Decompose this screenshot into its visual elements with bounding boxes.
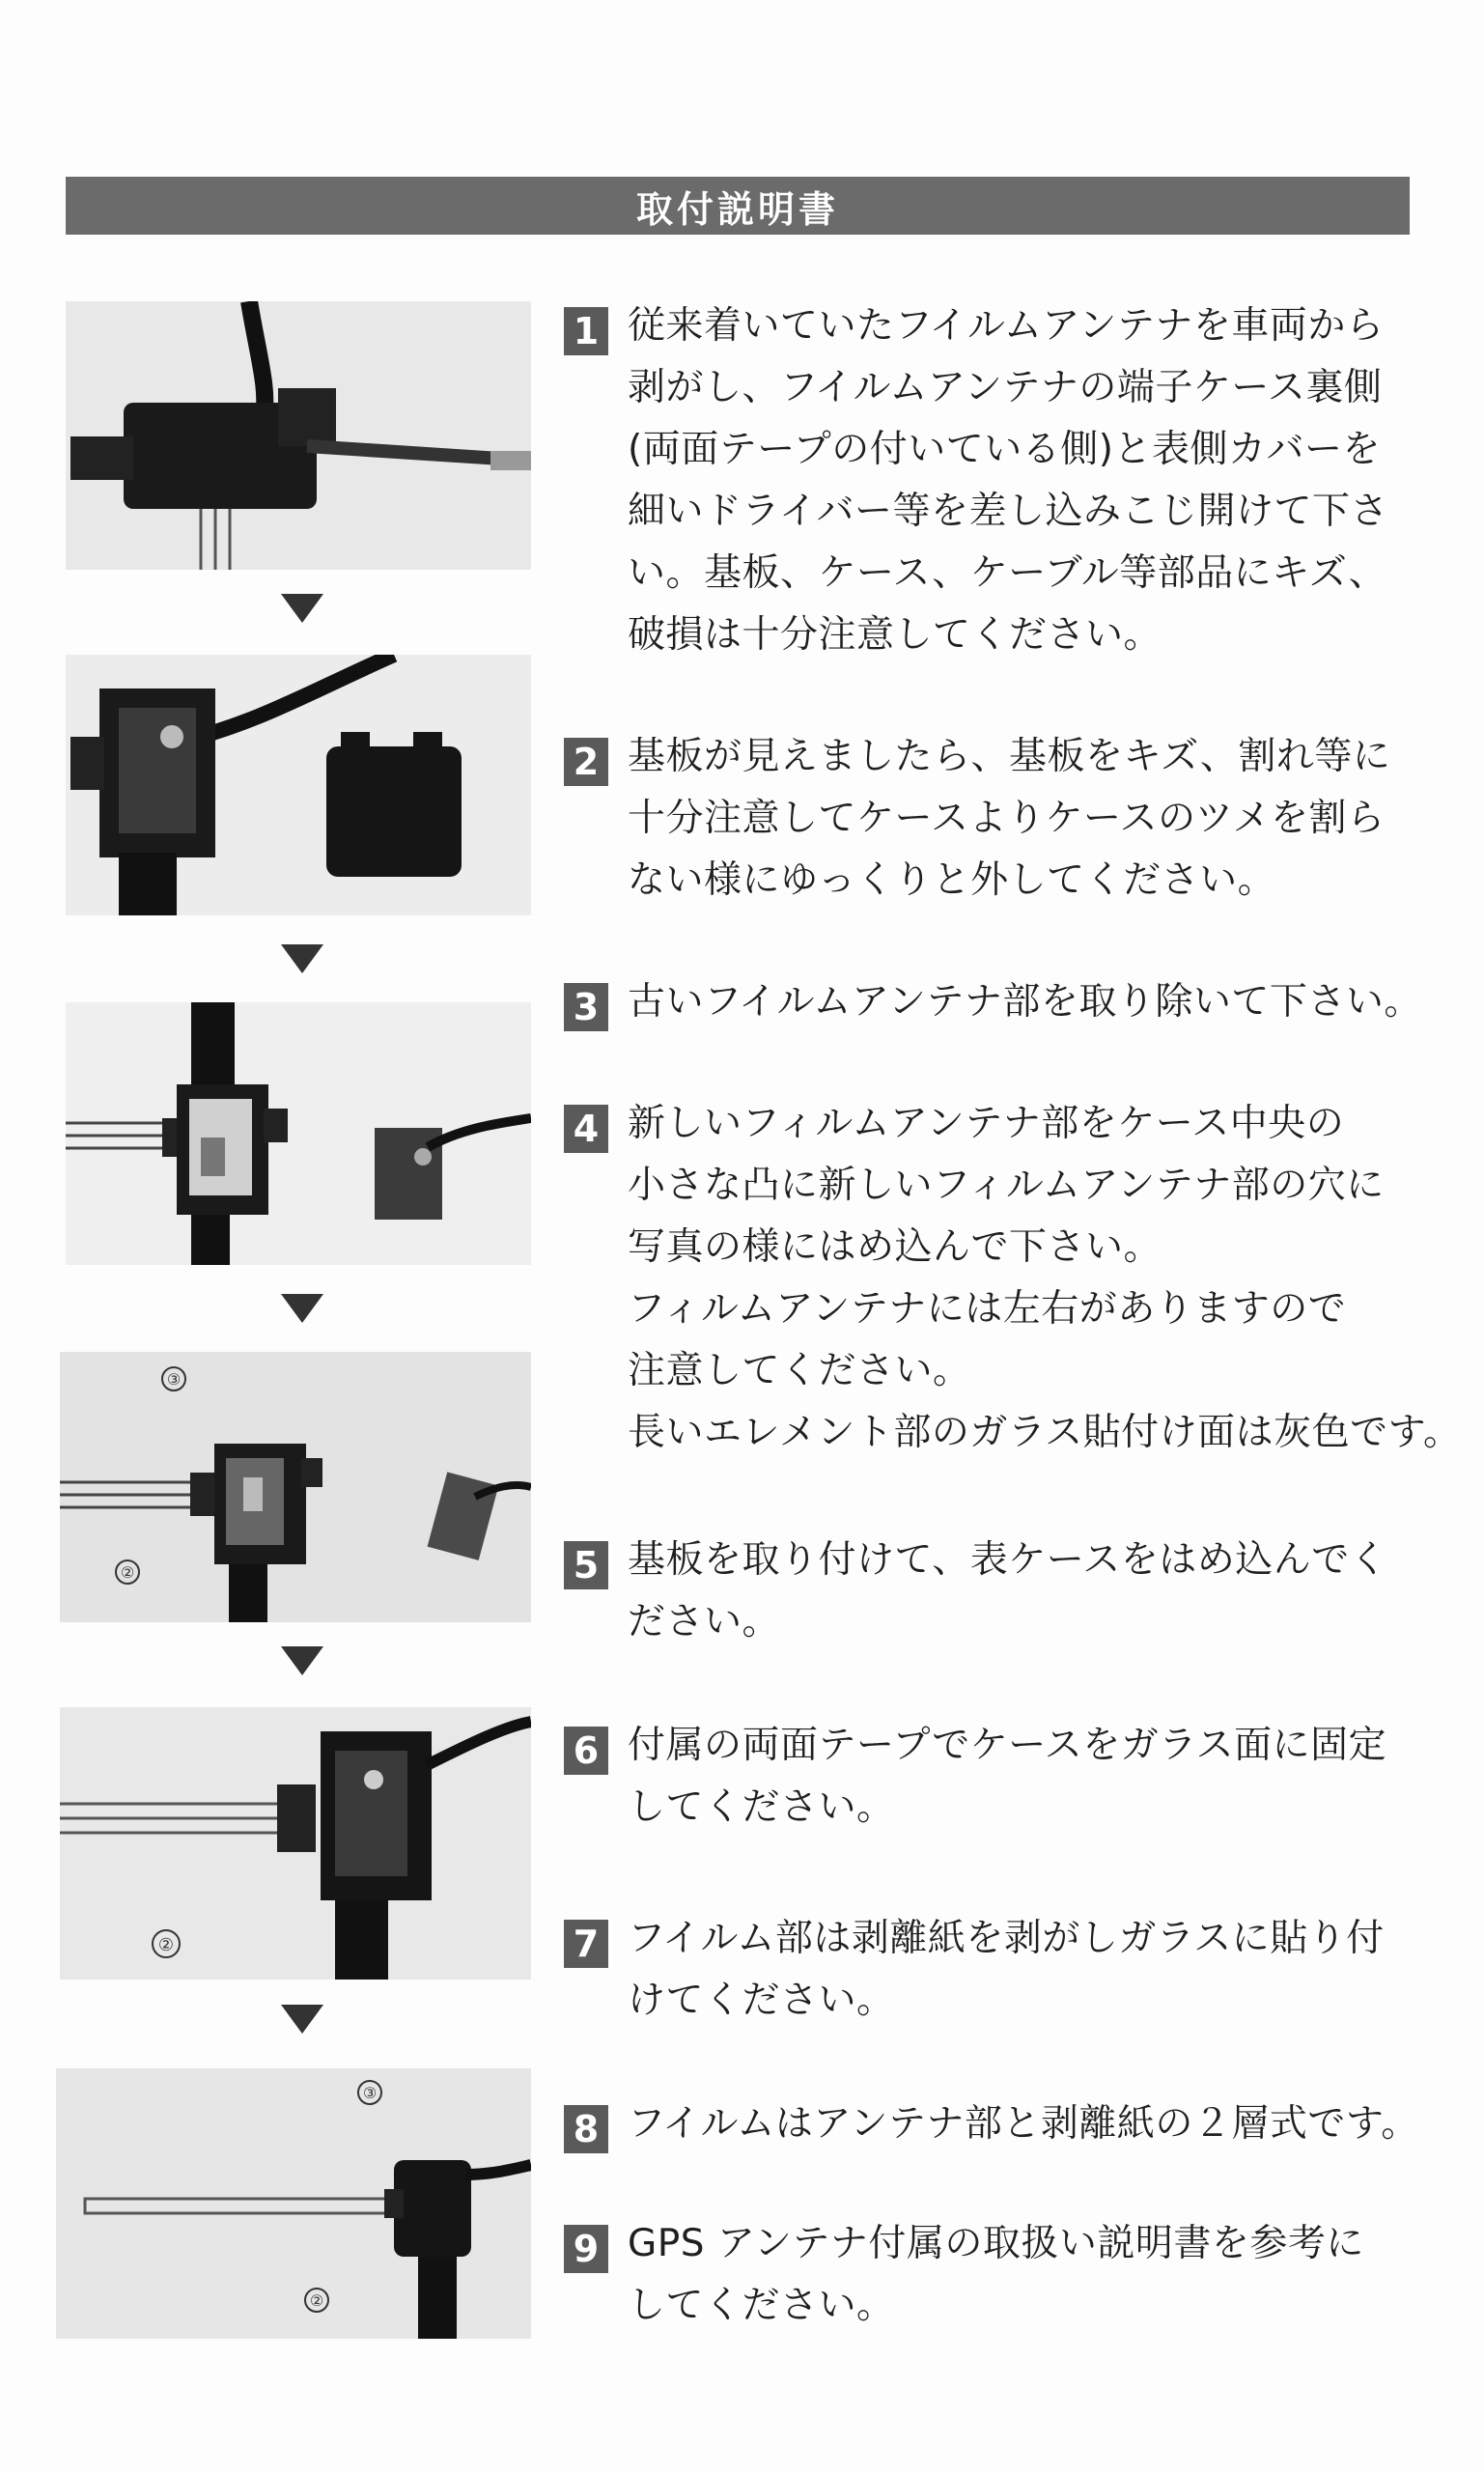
- step-number-badge: 1: [564, 307, 608, 355]
- step-text-line: 十分注意してケースよりケースのツメを割ら: [628, 797, 1386, 840]
- photo-label-circle-3: ③: [362, 2084, 378, 2102]
- step-text-line: してください。: [628, 1785, 895, 1829]
- step-text-line: 新しいフィルムアンテナ部をケース中央の: [628, 1102, 1345, 1145]
- step-number-badge: 7: [564, 1920, 608, 1968]
- step-text-line: 基板が見えましたら、基板をキズ、割れ等に: [628, 735, 1391, 778]
- step-text: [628, 1715, 1477, 1839]
- step-number-badge: 9: [564, 2225, 608, 2273]
- photo-step-1: [66, 301, 531, 570]
- photo-step-2: [66, 655, 531, 915]
- step-text-line: 従来着いていたフイルムアンテナを車両から: [628, 304, 1385, 348]
- step-text-line: (両面テープの付いている側)と表側カバーを: [628, 428, 1381, 471]
- photo-label-circle-2: ②: [120, 1563, 135, 1582]
- down-arrow-icon: [281, 1294, 323, 1323]
- step-text: [628, 1908, 1477, 2032]
- photo-label-circle-3: ③: [166, 1370, 182, 1389]
- photo-step-3: [66, 1002, 531, 1265]
- step-text-line: GPS アンテナ付属の取扱い説明書を参考に: [628, 2222, 1364, 2265]
- step-text: [628, 726, 1477, 912]
- page-title: 取付説明書: [635, 187, 839, 231]
- step-number-badge: 8: [564, 2105, 608, 2153]
- step-text-line: ださい。: [628, 1600, 781, 1643]
- step-text-line: 写真の様にはめ込んで下さい。: [628, 1225, 1162, 1269]
- step-number-badge: 3: [564, 983, 608, 1031]
- step-text-line: けてください。: [628, 1979, 895, 2022]
- step-text-line: してください。: [628, 2284, 895, 2327]
- down-arrow-icon: [281, 1646, 323, 1675]
- photo-label-circle-2: ②: [309, 2291, 324, 2310]
- photo-label-circle-2: ②: [157, 1935, 175, 1955]
- photo-step-5: [60, 1707, 531, 1980]
- step-number-badge: 6: [564, 1727, 608, 1775]
- step-text-line: フィルムアンテナには左右がありますので: [628, 1287, 1347, 1331]
- photo-step-6: [56, 2068, 531, 2339]
- step-text: [628, 295, 1477, 666]
- step-text: [628, 1093, 1477, 1464]
- step-text-line: 破損は十分注意してください。: [628, 613, 1162, 657]
- step-text-line: 剥がし、フイルムアンテナの端子ケース裏側: [628, 366, 1383, 409]
- step-text-line: 付属の両面テープでケースをガラス面に固定: [628, 1724, 1387, 1767]
- down-arrow-icon: [281, 944, 323, 973]
- step-number-badge: 4: [564, 1105, 608, 1153]
- step-text: [628, 2213, 1477, 2337]
- down-arrow-icon: [281, 594, 323, 623]
- step-text-line: い。基板、ケース、ケーブル等部品にキズ、: [628, 551, 1387, 595]
- step-text-line: ない様にゆっくりと外してください。: [628, 858, 1276, 902]
- step-number-badge: 2: [564, 738, 608, 786]
- step-text-line: フイルムはアンテナ部と剥離紙の２層式です。: [628, 2102, 1419, 2146]
- step-text-line: 細いドライバー等を差し込みこじ開けて下さ: [628, 490, 1389, 533]
- step-number-badge: 5: [564, 1541, 608, 1589]
- step-text-line: フイルム部は剥離紙を剥がしガラスに貼り付: [628, 1917, 1385, 1960]
- step-text-line: 注意してください。: [628, 1349, 971, 1392]
- step-text: [628, 2093, 1477, 2155]
- step-text-line: 基板を取り付けて、表ケースをはめ込んでく: [628, 1538, 1388, 1582]
- step-text: [628, 1530, 1477, 1653]
- down-arrow-icon: [281, 2005, 323, 2034]
- step-text: [628, 971, 1477, 1033]
- photo-step-4: [60, 1352, 531, 1622]
- step-text-line: 小さな凸に新しいフィルムアンテナ部の穴に: [628, 1164, 1385, 1207]
- title-bar: [66, 177, 1410, 235]
- step-text-line: 長いエレメント部のガラス貼付け面は灰色です。: [628, 1411, 1462, 1454]
- step-text-line: 古いフイルムアンテナ部を取り除いて下さい。: [628, 980, 1422, 1024]
